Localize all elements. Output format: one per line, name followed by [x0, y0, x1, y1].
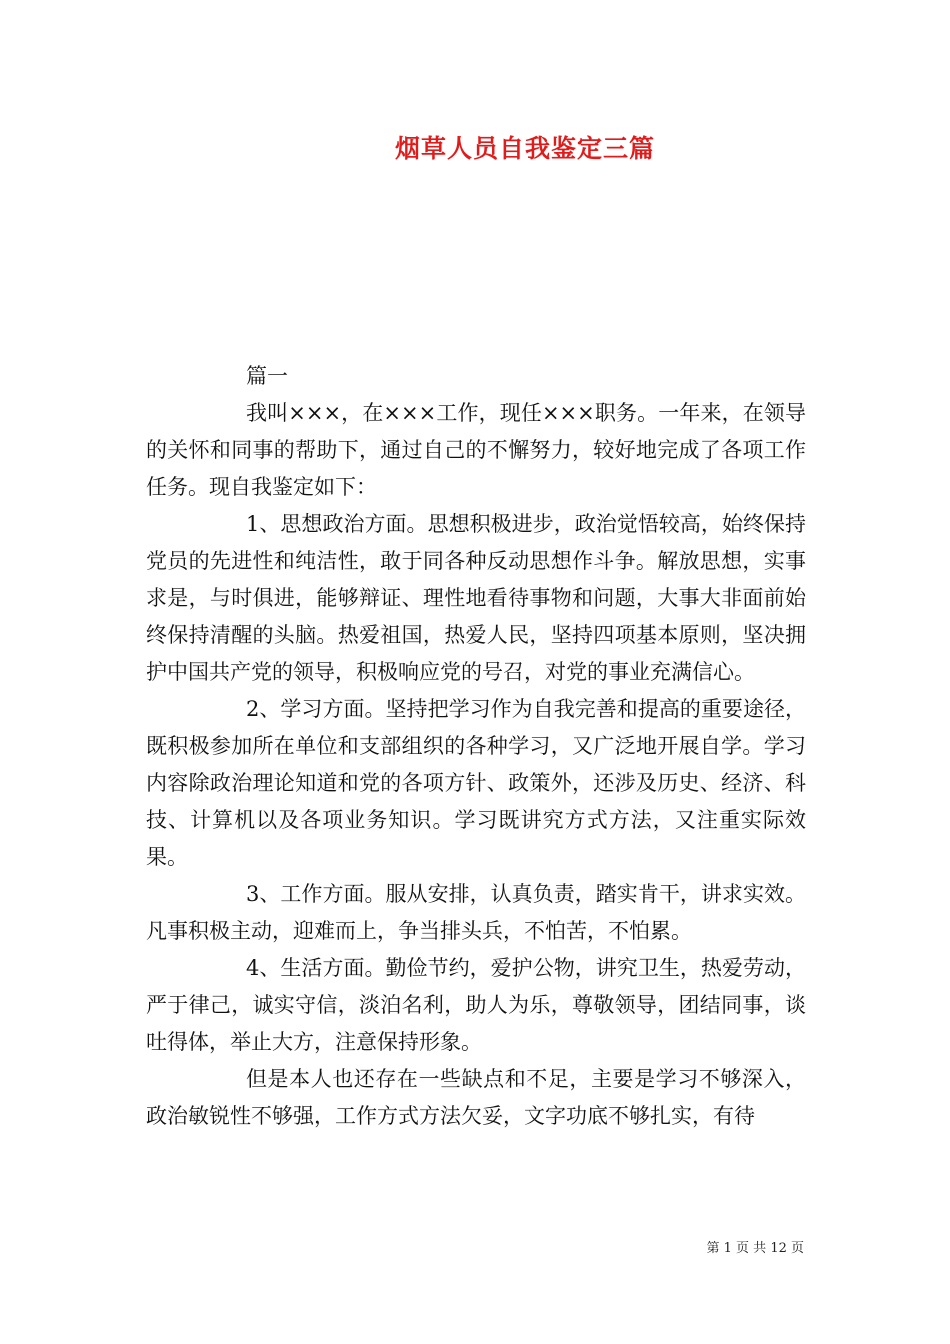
paragraph-life: 4、生活方面。勤俭节约，爱护公物，讲究卫生，热爱劳动，严于律己，诚实守信，淡泊名利，助人为乐，尊敬领导，团结同事，谈吐得体，举止大方，注意保持形象。	[146, 956, 806, 1054]
section-heading: 篇一	[246, 364, 288, 388]
page-footer: 第 1 页 共 12 页	[706, 1241, 804, 1256]
paragraph-political: 1、思想政治方面。思想积极进步，政治觉悟较高，始终保持党员的先进性和纯洁性，敢于同各种反动思想作斗争。解放思想，实事求是，与时俱进，能够辩证、理性地看待事物和问题，大事大非面前始终保持清醒的头脑。热爱祖国，热爱人民，坚持四项基本原则，坚决拥护中国共产党的领导，积极响应党的号召，对党的事业充满信心。	[146, 512, 806, 684]
paragraph-intro: 我叫×××，在×××工作，现任×××职务。一年来，在领导的关怀和同事的帮助下，通过自己的不懈努力，较好地完成了各项工作任务。现自我鉴定如下：	[146, 401, 806, 499]
document-title: 烟草人员自我鉴定三篇	[394, 134, 655, 163]
paragraph-study: 2、学习方面。坚持把学习作为自我完善和提高的重要途径，既积极参加所在单位和支部组织的各种学习，又广泛地开展自学。学习内容除政治理论知道和党的各项方针、政策外，还涉及历史、经济、科技、计算机以及各项业务知识。学习既讲究方式方法，又注重实际效果。	[146, 697, 806, 869]
paragraph-work: 3、工作方面。服从安排，认真负责，踏实肯干，讲求实效。凡事积极主动，迎难而上，争当排头兵，不怕苦，不怕累。	[146, 882, 806, 943]
paragraph-shortcomings: 但是本人也还存在一些缺点和不足，主要是学习不够深入，政治敏锐性不够强，工作方式方法欠妥，文字功底不够扎实，有待	[146, 1067, 806, 1128]
document-body	[146, 358, 806, 1135]
